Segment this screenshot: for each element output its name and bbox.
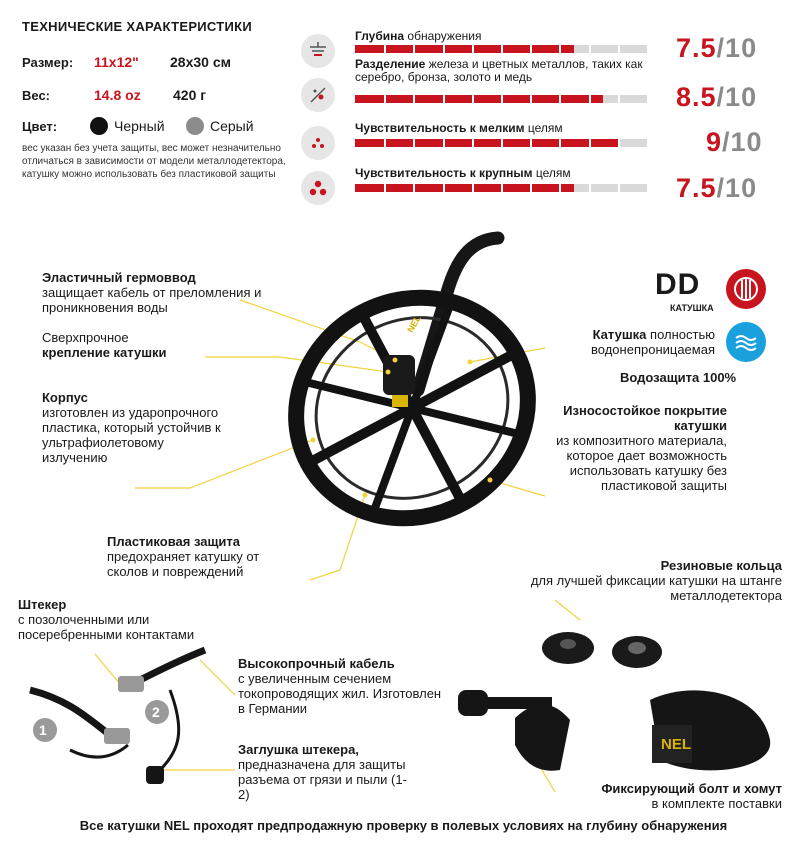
weight-oz: 14.8 oz (94, 87, 141, 103)
callout-plug: Штекер с позолоченными или посеребренными контактами (18, 597, 195, 642)
dd-badge-sub: КАТУШКА (670, 303, 714, 313)
waterproof-icon (726, 322, 766, 362)
dd-badge: DD (655, 268, 701, 301)
callout-cap: Заглушка штекера, предназначена для защиты разъема от грязи и пыли (1-2) (238, 742, 407, 802)
color-black: Черный (114, 118, 165, 134)
callout-mount: Сверхпрочное крепление катушки (42, 330, 167, 360)
callout-gland: Эластичный гермоввод защищает кабель от преломления и проникновения воды (42, 270, 262, 315)
rating-depth-title: Глубина обнаружения (355, 29, 482, 43)
plug-number-1: 1 (39, 722, 47, 738)
callout-coil: Катушка полностью водонепроницаемая (591, 327, 715, 357)
callout-rings: Резиновые кольца для лучшей фиксации катушки на штанге металлодетектора (530, 558, 782, 603)
rating-discrimination-title: Разделение железа и цветных металлов, таких как серебро, бронза, золото и медь (355, 57, 643, 84)
rating-large-title: Чувствительность к крупным целям (355, 166, 571, 180)
size-inches: 11x12" (94, 54, 139, 70)
callout-cable: Высокопрочный кабель с увеличенным сечением токопроводящих жил. Изготовлен в Германии (238, 656, 442, 716)
weight-note: вес указан без учета защиты, вес может незначительно отличаться в зависимости от модели металлодетектора, катушку можно использовать без пластиковой защиты (22, 143, 286, 180)
callout-bolt: Фиксирующий болт и хомут в комплекте поставки (601, 781, 782, 811)
color-label: Цвет: (22, 119, 58, 134)
weight-g: 420 г (173, 87, 207, 103)
rating-small-score: 9/10 (706, 127, 763, 157)
rating-depth-score: 7.5/10 (676, 33, 758, 63)
callout-coating: Износостойкое покрытие катушки из композитного материала, которое дает возможность использовать катушку без пластиковой защиты (556, 403, 727, 493)
rating-discrimination-score: 8.5/10 (676, 82, 758, 112)
specs-title: ТЕХНИЧЕСКИЕ ХАРАКТЕРИСТИКИ (22, 19, 253, 34)
callout-body: Корпус изготовлен из ударопрочного пластика, который устойчив к ультрафиолетовому излучению (42, 390, 221, 465)
strap-brand: NEL (661, 736, 691, 753)
dd-icon (726, 269, 766, 309)
size-label: Размер: (22, 55, 74, 70)
waterproof-label: Водозащита 100% (620, 370, 737, 385)
size-cm: 28x30 см (170, 54, 231, 70)
coil-brand: NEL (405, 313, 423, 335)
callout-protection: Пластиковая защита предохраняет катушку от сколов и повреждений (107, 534, 260, 579)
weight-label: Вес: (22, 88, 51, 103)
footer-note: Все катушки NEL проходят предпродажную проверку в полевых условиях на глубину обнаружения (79, 818, 728, 833)
rating-large-score: 7.5/10 (676, 173, 758, 203)
rating-small-title: Чувствительность к мелким целям (355, 121, 563, 135)
plug-number-2: 2 (152, 704, 160, 720)
color-gray: Серый (210, 118, 254, 134)
